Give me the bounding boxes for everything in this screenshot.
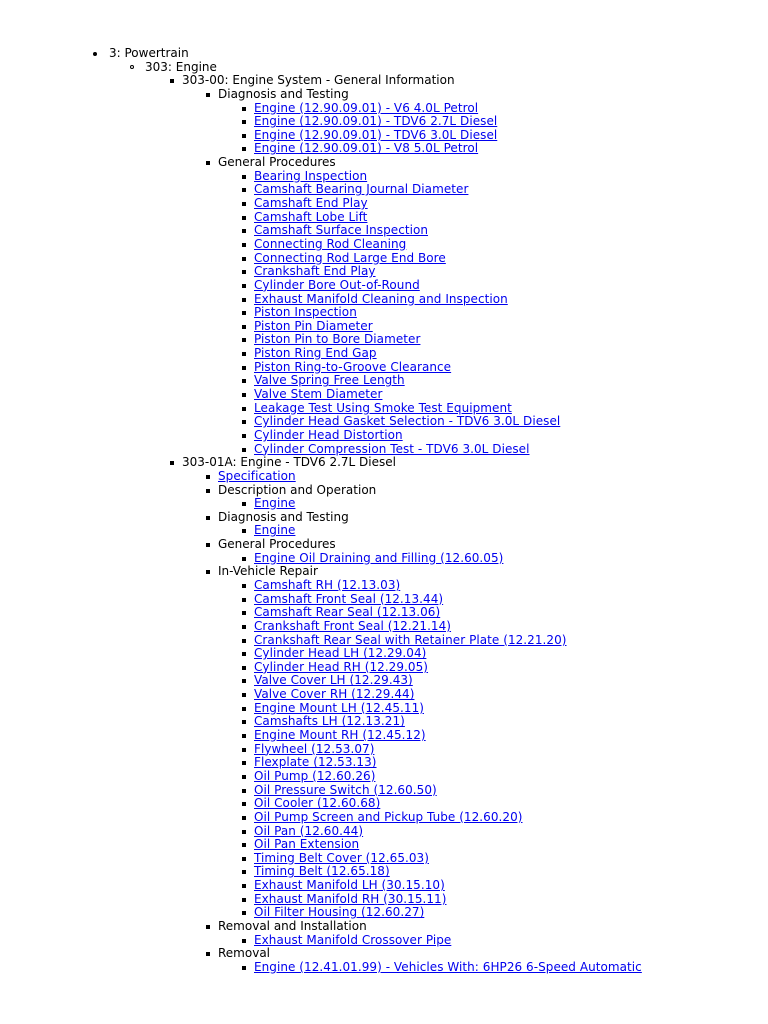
circle-bullet-icon [130,65,134,69]
tree-link[interactable]: Exhaust Manifold Crossover Pipe [254,932,452,947]
tree-row [0,715,768,729]
tree-link[interactable]: Piston Pin to Bore Diameter [254,332,421,347]
tree-row [0,129,768,143]
tree-link[interactable]: Valve Stem Diameter [254,387,383,402]
tree-link[interactable]: Oil Pump Screen and Pickup Tube (12.60.20) [254,809,523,824]
tree-link[interactable]: Crankshaft Rear Seal with Retainer Plate (12.21.20) [254,632,567,647]
tree-link[interactable]: Leakage Test Using Smoke Test Equipment [254,400,512,415]
tree-link[interactable]: Cylinder Compression Test - TDV6 3.0L Diesel [254,441,530,456]
square-bullet-icon [242,734,246,738]
square-bullet-icon [242,352,246,356]
tree-link[interactable]: Engine Mount RH (12.45.12) [254,728,426,743]
tree-row [0,183,768,197]
disc-bullet-icon [93,52,97,56]
square-bullet-icon [242,188,246,192]
tree-link[interactable]: Oil Filter Housing (12.60.27) [254,905,425,920]
tree-row [0,402,768,416]
tree-link[interactable]: Oil Pan (12.60.44) [254,823,364,838]
tree-link[interactable]: Camshaft Rear Seal (12.13.06) [254,605,441,620]
tree-row [0,784,768,798]
square-bullet-icon [242,325,246,329]
tree-row [0,579,768,593]
square-bullet-icon [242,625,246,629]
tree-row [0,374,768,388]
square-bullet-icon [242,584,246,588]
tree-link[interactable]: Cylinder Head Distortion [254,427,403,442]
square-bullet-icon [242,420,246,424]
tree-row [0,947,768,961]
tree-link[interactable]: Crankshaft End Play [254,264,376,279]
tree-row [0,211,768,225]
tree-link[interactable]: Oil Cooler (12.60.68) [254,796,381,811]
square-bullet-icon [242,966,246,970]
square-bullet-icon [242,529,246,533]
square-bullet-icon [242,434,246,438]
tree-link[interactable]: Camshaft End Play [254,196,368,211]
tree-row [0,252,768,266]
tree-link[interactable]: Cylinder Head LH (12.29.04) [254,646,427,661]
tree-row [0,797,768,811]
square-bullet-icon [242,693,246,697]
tree-row [0,279,768,293]
tree-row [0,320,768,334]
square-bullet-icon [242,857,246,861]
tree-link[interactable]: Cylinder Head RH (12.29.05) [254,659,429,674]
tree-link[interactable]: Engine Mount LH (12.45.11) [254,700,424,715]
tree-row [0,743,768,757]
tree-row [0,293,768,307]
square-bullet-icon [242,884,246,888]
tree-row [0,647,768,661]
tree-heading: 303-01A: Engine - TDV6 2.7L Diesel [182,455,396,470]
tree-heading: 303-00: Engine System - General Information [182,73,455,88]
tree-row [0,538,768,552]
tree-row [0,565,768,579]
tree-row [0,429,768,443]
tree-link[interactable]: Engine [254,496,296,511]
square-bullet-icon [170,461,174,465]
tree-link[interactable]: Piston Inspection [254,305,357,320]
tree-link[interactable]: Valve Cover LH (12.29.43) [254,673,413,688]
square-bullet-icon [242,120,246,124]
tree-heading: Removal [218,946,271,961]
tree-heading: Diagnosis and Testing [218,509,349,524]
square-bullet-icon [206,570,210,574]
square-bullet-icon [242,870,246,874]
tree-row [0,865,768,879]
tree-link[interactable]: Camshafts LH (12.13.21) [254,714,405,729]
tree-row [0,224,768,238]
square-bullet-icon [242,298,246,302]
tree-row [0,661,768,675]
tree-row [0,102,768,116]
square-bullet-icon [242,407,246,411]
square-bullet-icon [242,202,246,206]
tree-row [0,879,768,893]
square-bullet-icon [206,489,210,493]
square-bullet-icon [242,243,246,247]
tree-row [0,524,768,538]
square-bullet-icon [242,134,246,138]
square-bullet-icon [242,379,246,383]
tree-row [0,265,768,279]
tree-link[interactable]: Engine (12.90.09.01) - TDV6 2.7L Diesel [254,114,498,129]
tree-link[interactable]: Cylinder Head Gasket Selection - TDV6 3.0L Diesel [254,414,561,429]
tree-row [0,811,768,825]
tree-link[interactable]: Exhaust Manifold RH (30.15.11) [254,891,447,906]
square-bullet-icon [170,79,174,83]
tree-row [0,88,768,102]
tree-row [0,47,768,61]
tree-row [0,497,768,511]
square-bullet-icon [242,707,246,711]
tree-row [0,170,768,184]
tree-row [0,156,768,170]
tree-row [0,920,768,934]
tree-row [0,634,768,648]
square-bullet-icon [206,475,210,479]
square-bullet-icon [242,898,246,902]
tree-heading: Description and Operation [218,482,377,497]
square-bullet-icon [242,107,246,111]
tree-row [0,756,768,770]
tree-row [0,852,768,866]
square-bullet-icon [242,598,246,602]
tree-link[interactable]: Camshaft Bearing Journal Diameter [254,182,469,197]
tree-row [0,456,768,470]
square-bullet-icon [242,939,246,943]
square-bullet-icon [242,611,246,615]
tree-link[interactable]: Connecting Rod Large End Bore [254,250,446,265]
tree-link[interactable]: Engine (12.90.09.01) - V8 5.0L Petrol [254,141,479,156]
tree-row [0,702,768,716]
tree-row [0,552,768,566]
tree-link[interactable]: Specification [218,468,296,483]
square-bullet-icon [206,161,210,165]
tree-link[interactable]: Flexplate (12.53.13) [254,755,377,770]
tree-row [0,333,768,347]
square-bullet-icon [242,393,246,397]
tree-heading: Diagnosis and Testing [218,86,349,101]
square-bullet-icon [242,557,246,561]
square-bullet-icon [206,543,210,547]
tree-link[interactable]: Camshaft Lobe Lift [254,209,368,224]
square-bullet-icon [242,229,246,233]
tree-row [0,443,768,457]
tree-row [0,74,768,88]
tree-row [0,61,768,75]
square-bullet-icon [242,147,246,151]
tree-link[interactable]: Bearing Inspection [254,168,368,183]
tree-row [0,838,768,852]
tree-link[interactable]: Valve Spring Free Length [254,373,405,388]
tree-row [0,688,768,702]
tree-heading: Removal and Installation [218,919,367,933]
tree-link[interactable]: Piston Ring-to-Groove Clearance [254,359,452,374]
tree-row [0,511,768,525]
square-bullet-icon [242,284,246,288]
square-bullet-icon [242,502,246,506]
square-bullet-icon [242,366,246,370]
tree-heading: General Procedures [218,155,336,170]
document-tree [0,47,768,975]
square-bullet-icon [242,175,246,179]
tree-heading: 3: Powertrain [109,46,189,60]
tree-row [0,347,768,361]
tree-link[interactable]: Oil Pump (12.60.26) [254,768,376,783]
tree-row [0,606,768,620]
square-bullet-icon [242,911,246,915]
tree-link[interactable]: Camshaft Front Seal (12.13.44) [254,591,444,606]
tree-link[interactable]: Exhaust Manifold Cleaning and Inspection [254,291,508,306]
square-bullet-icon [206,952,210,956]
tree-link[interactable]: Oil Pan Extension [254,837,360,852]
tree-heading: General Procedures [218,537,336,552]
square-bullet-icon [242,789,246,793]
tree-row [0,961,768,975]
square-bullet-icon [242,748,246,752]
tree-row [0,893,768,907]
tree-row [0,197,768,211]
tree-row [0,674,768,688]
tree-row [0,415,768,429]
tree-link[interactable]: Engine Oil Draining and Filling (12.60.05) [254,550,504,565]
square-bullet-icon [242,652,246,656]
square-bullet-icon [242,802,246,806]
tree-link[interactable]: Piston Pin Diameter [254,318,373,333]
square-bullet-icon [242,666,246,670]
square-bullet-icon [242,843,246,847]
tree-link[interactable]: Valve Cover RH (12.29.44) [254,687,415,702]
square-bullet-icon [206,93,210,97]
tree-row [0,729,768,743]
square-bullet-icon [242,257,246,261]
square-bullet-icon [242,816,246,820]
tree-row [0,825,768,839]
tree-link[interactable]: Oil Pressure Switch (12.60.50) [254,782,437,797]
square-bullet-icon [242,216,246,220]
square-bullet-icon [242,679,246,683]
tree-heading: In-Vehicle Repair [218,564,318,579]
square-bullet-icon [242,775,246,779]
tree-link[interactable]: Piston Ring End Gap [254,346,377,361]
tree-row [0,470,768,484]
square-bullet-icon [242,448,246,452]
square-bullet-icon [242,311,246,315]
tree-link[interactable]: Connecting Rod Cleaning [254,236,407,251]
tree-row [0,484,768,498]
tree-row [0,115,768,129]
tree-row [0,934,768,948]
tree-row [0,361,768,375]
square-bullet-icon [242,720,246,724]
tree-row [0,238,768,252]
tree-row [0,306,768,320]
square-bullet-icon [206,516,210,520]
tree-row [0,388,768,402]
tree-row [0,770,768,784]
tree-heading: 303: Engine [145,59,217,74]
tree-row [0,906,768,920]
tree-row [0,620,768,634]
tree-link[interactable]: Timing Belt Cover (12.65.03) [254,850,429,865]
tree-row [0,142,768,156]
tree-link[interactable]: Engine (12.90.09.01) - V6 4.0L Petrol [254,100,479,115]
tree-link[interactable]: Exhaust Manifold LH (30.15.10) [254,878,445,893]
tree-link[interactable]: Flywheel (12.53.07) [254,741,375,756]
tree-link[interactable]: Engine [254,523,296,538]
square-bullet-icon [206,925,210,929]
tree-link[interactable]: Crankshaft Front Seal (12.21.14) [254,618,452,633]
tree-link[interactable]: Camshaft Surface Inspection [254,223,429,238]
square-bullet-icon [242,830,246,834]
tree-link[interactable]: Timing Belt (12.65.18) [254,864,390,879]
tree-link[interactable]: Cylinder Bore Out-of-Round [254,277,420,292]
square-bullet-icon [242,338,246,342]
tree-row [0,593,768,607]
tree-link[interactable]: Engine (12.41.01.99) - Vehicles With: 6HP26 6-Speed Automatic [254,959,642,974]
square-bullet-icon [242,270,246,274]
square-bullet-icon [242,761,246,765]
square-bullet-icon [242,639,246,643]
tree-link[interactable]: Engine (12.90.09.01) - TDV6 3.0L Diesel [254,127,498,142]
tree-link[interactable]: Camshaft RH (12.13.03) [254,577,401,592]
